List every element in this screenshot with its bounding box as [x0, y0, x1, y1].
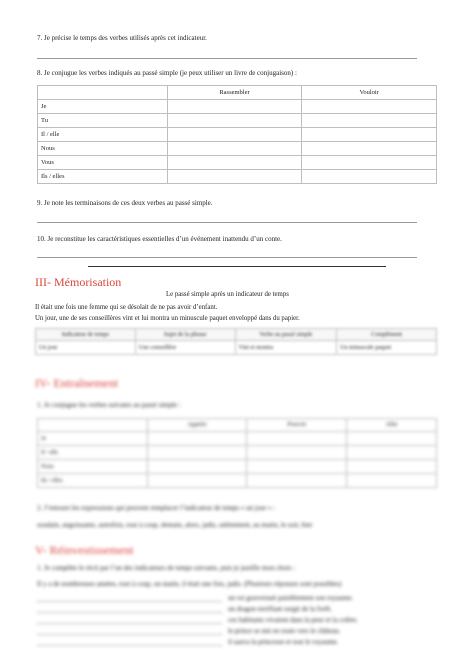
answer-cell[interactable] [347, 460, 437, 474]
table-row [38, 100, 437, 114]
answer-cell[interactable] [167, 170, 302, 184]
blank-line[interactable] [37, 634, 222, 635]
blank-line[interactable] [37, 601, 222, 602]
section-3-title: III- Mémorisation [35, 275, 122, 289]
answer-cell[interactable] [302, 128, 437, 142]
pronoun-cell: Nous [38, 460, 148, 474]
pronoun-cell: Il / elle [38, 128, 168, 142]
answer-line-9[interactable] [37, 222, 417, 223]
memo-header: Verbe au passé simple [235, 329, 337, 341]
memo-cell: Vint et montra [235, 341, 337, 355]
pronoun-cell: Ils / elles [38, 170, 168, 184]
sentence-ending: ces habitants vivaient dans la peur et la colère. [228, 616, 359, 624]
sentence-ending: un dragon terrifiant surgit de la forêt. [228, 605, 332, 613]
pronoun-cell: Il / elle [38, 446, 148, 460]
blank-line[interactable] [37, 645, 222, 646]
table-header-empty [38, 86, 168, 100]
memo-cell: Un minuscule paquet [337, 341, 437, 355]
table-row [38, 474, 437, 488]
table-row [38, 170, 437, 184]
answer-cell[interactable] [167, 156, 302, 170]
question-8: 8. Je conjugue les verbes indiqués au passé simple (je peux utiliser un livre de conjugaison) : [37, 69, 297, 77]
table-row [38, 446, 437, 460]
section-4-options: soudain, angoissante, autrefois, tout à coup, demain, alors, jadis, subitement, au matin, le soir, hier [37, 521, 313, 529]
pronoun-cell: Je [38, 100, 168, 114]
section-3-line-2: Un jour, une de ses conseillères vint et lui montra un minuscule paquet enveloppé dans du papier. [35, 315, 300, 322]
section-4-title: IV- Entraînement [35, 376, 119, 390]
practice-header: Pouvoir [247, 419, 347, 432]
pronoun-cell: Vous [38, 156, 168, 170]
table-header-rassembler: Rassembler [167, 86, 302, 100]
section-3-line-1: Il était une fois une femme qui se désolait de ne pas avoir d’enfant. [35, 304, 218, 311]
pronoun-cell: Nous [38, 142, 168, 156]
answer-cell[interactable] [167, 114, 302, 128]
table-row [36, 341, 437, 355]
question-9: 9. Je note les terminaisons de ces deux verbes au passé simple. [37, 199, 213, 207]
practice-header: Appeler [147, 419, 247, 432]
memo-cell: Un jour [36, 341, 136, 355]
pronoun-cell: Tu [38, 114, 168, 128]
answer-cell[interactable] [302, 114, 437, 128]
sentence-ending: il sauva la princesse et tout le royaume. [228, 638, 339, 646]
answer-cell[interactable] [347, 446, 437, 460]
answer-cell[interactable] [147, 446, 247, 460]
table-row [38, 460, 437, 474]
practice-table [37, 418, 437, 488]
answer-cell[interactable] [347, 432, 437, 446]
table-row [38, 432, 437, 446]
conjugation-table [37, 85, 437, 184]
table-row [38, 114, 437, 128]
answer-cell[interactable] [302, 156, 437, 170]
practice-header: Aller [347, 419, 437, 432]
section-4-question-1: 1. Je conjugue les verbes suivants au passé simple : [37, 401, 181, 409]
blank-line[interactable] [37, 612, 222, 613]
memorisation-table [35, 328, 437, 355]
table-header-vouloir: Vouloir [302, 86, 437, 100]
answer-cell[interactable] [302, 100, 437, 114]
table-row [38, 142, 437, 156]
blank-line[interactable] [37, 623, 222, 624]
sentence-ending: le prince se mit en route vers le château. [228, 627, 341, 635]
table-row [38, 128, 437, 142]
answer-line-7[interactable] [37, 58, 417, 59]
answer-cell[interactable] [147, 432, 247, 446]
memo-header: Complément [337, 329, 437, 341]
answer-cell[interactable] [347, 474, 437, 488]
answer-line-10[interactable] [37, 257, 417, 258]
answer-cell[interactable] [302, 142, 437, 156]
section-5-title: V- Réinvestissement [35, 543, 134, 557]
section-divider [88, 266, 386, 267]
memo-cell: Une conseillère [135, 341, 235, 355]
answer-cell[interactable] [247, 474, 347, 488]
answer-cell[interactable] [167, 100, 302, 114]
pronoun-cell: Ils / elles [38, 474, 148, 488]
answer-cell[interactable] [302, 170, 437, 184]
answer-cell[interactable] [147, 474, 247, 488]
section-5-words: Il y a de nombreuses années, tout à coup, un matin, il était une fois, jadis. (Plusieurs réponses sont possibles) [37, 580, 342, 588]
memo-header: Indicateur de temps [36, 329, 136, 341]
memo-header: Sujet de la phrase [135, 329, 235, 341]
section-5-question-1: 1. Je complète le récit par l’un des indicateurs de temps suivants, puis je justifie mon choix : [37, 564, 296, 572]
answer-cell[interactable] [247, 460, 347, 474]
answer-cell[interactable] [247, 432, 347, 446]
question-10: 10. Je reconstitue les caractéristiques essentielles d’un événement inattendu d’un conte. [37, 235, 282, 243]
question-7: 7. Je précise le temps des verbes utilisés après cet indicateur. [37, 34, 207, 42]
answer-cell[interactable] [147, 460, 247, 474]
table-row [38, 156, 437, 170]
section-3-subtitle: Le passé simple après un indicateur de temps [166, 291, 289, 298]
answer-cell[interactable] [167, 142, 302, 156]
pronoun-cell: Je [38, 432, 148, 446]
practice-header [38, 419, 148, 432]
answer-cell[interactable] [167, 128, 302, 142]
sentence-ending: un roi gouvernait paisiblement son royaume. [228, 594, 354, 602]
section-4-question-2: 2. J’entoure les expressions qui peuvent remplacer l’indicateur de temps « un jour » : [37, 504, 276, 512]
answer-cell[interactable] [247, 446, 347, 460]
